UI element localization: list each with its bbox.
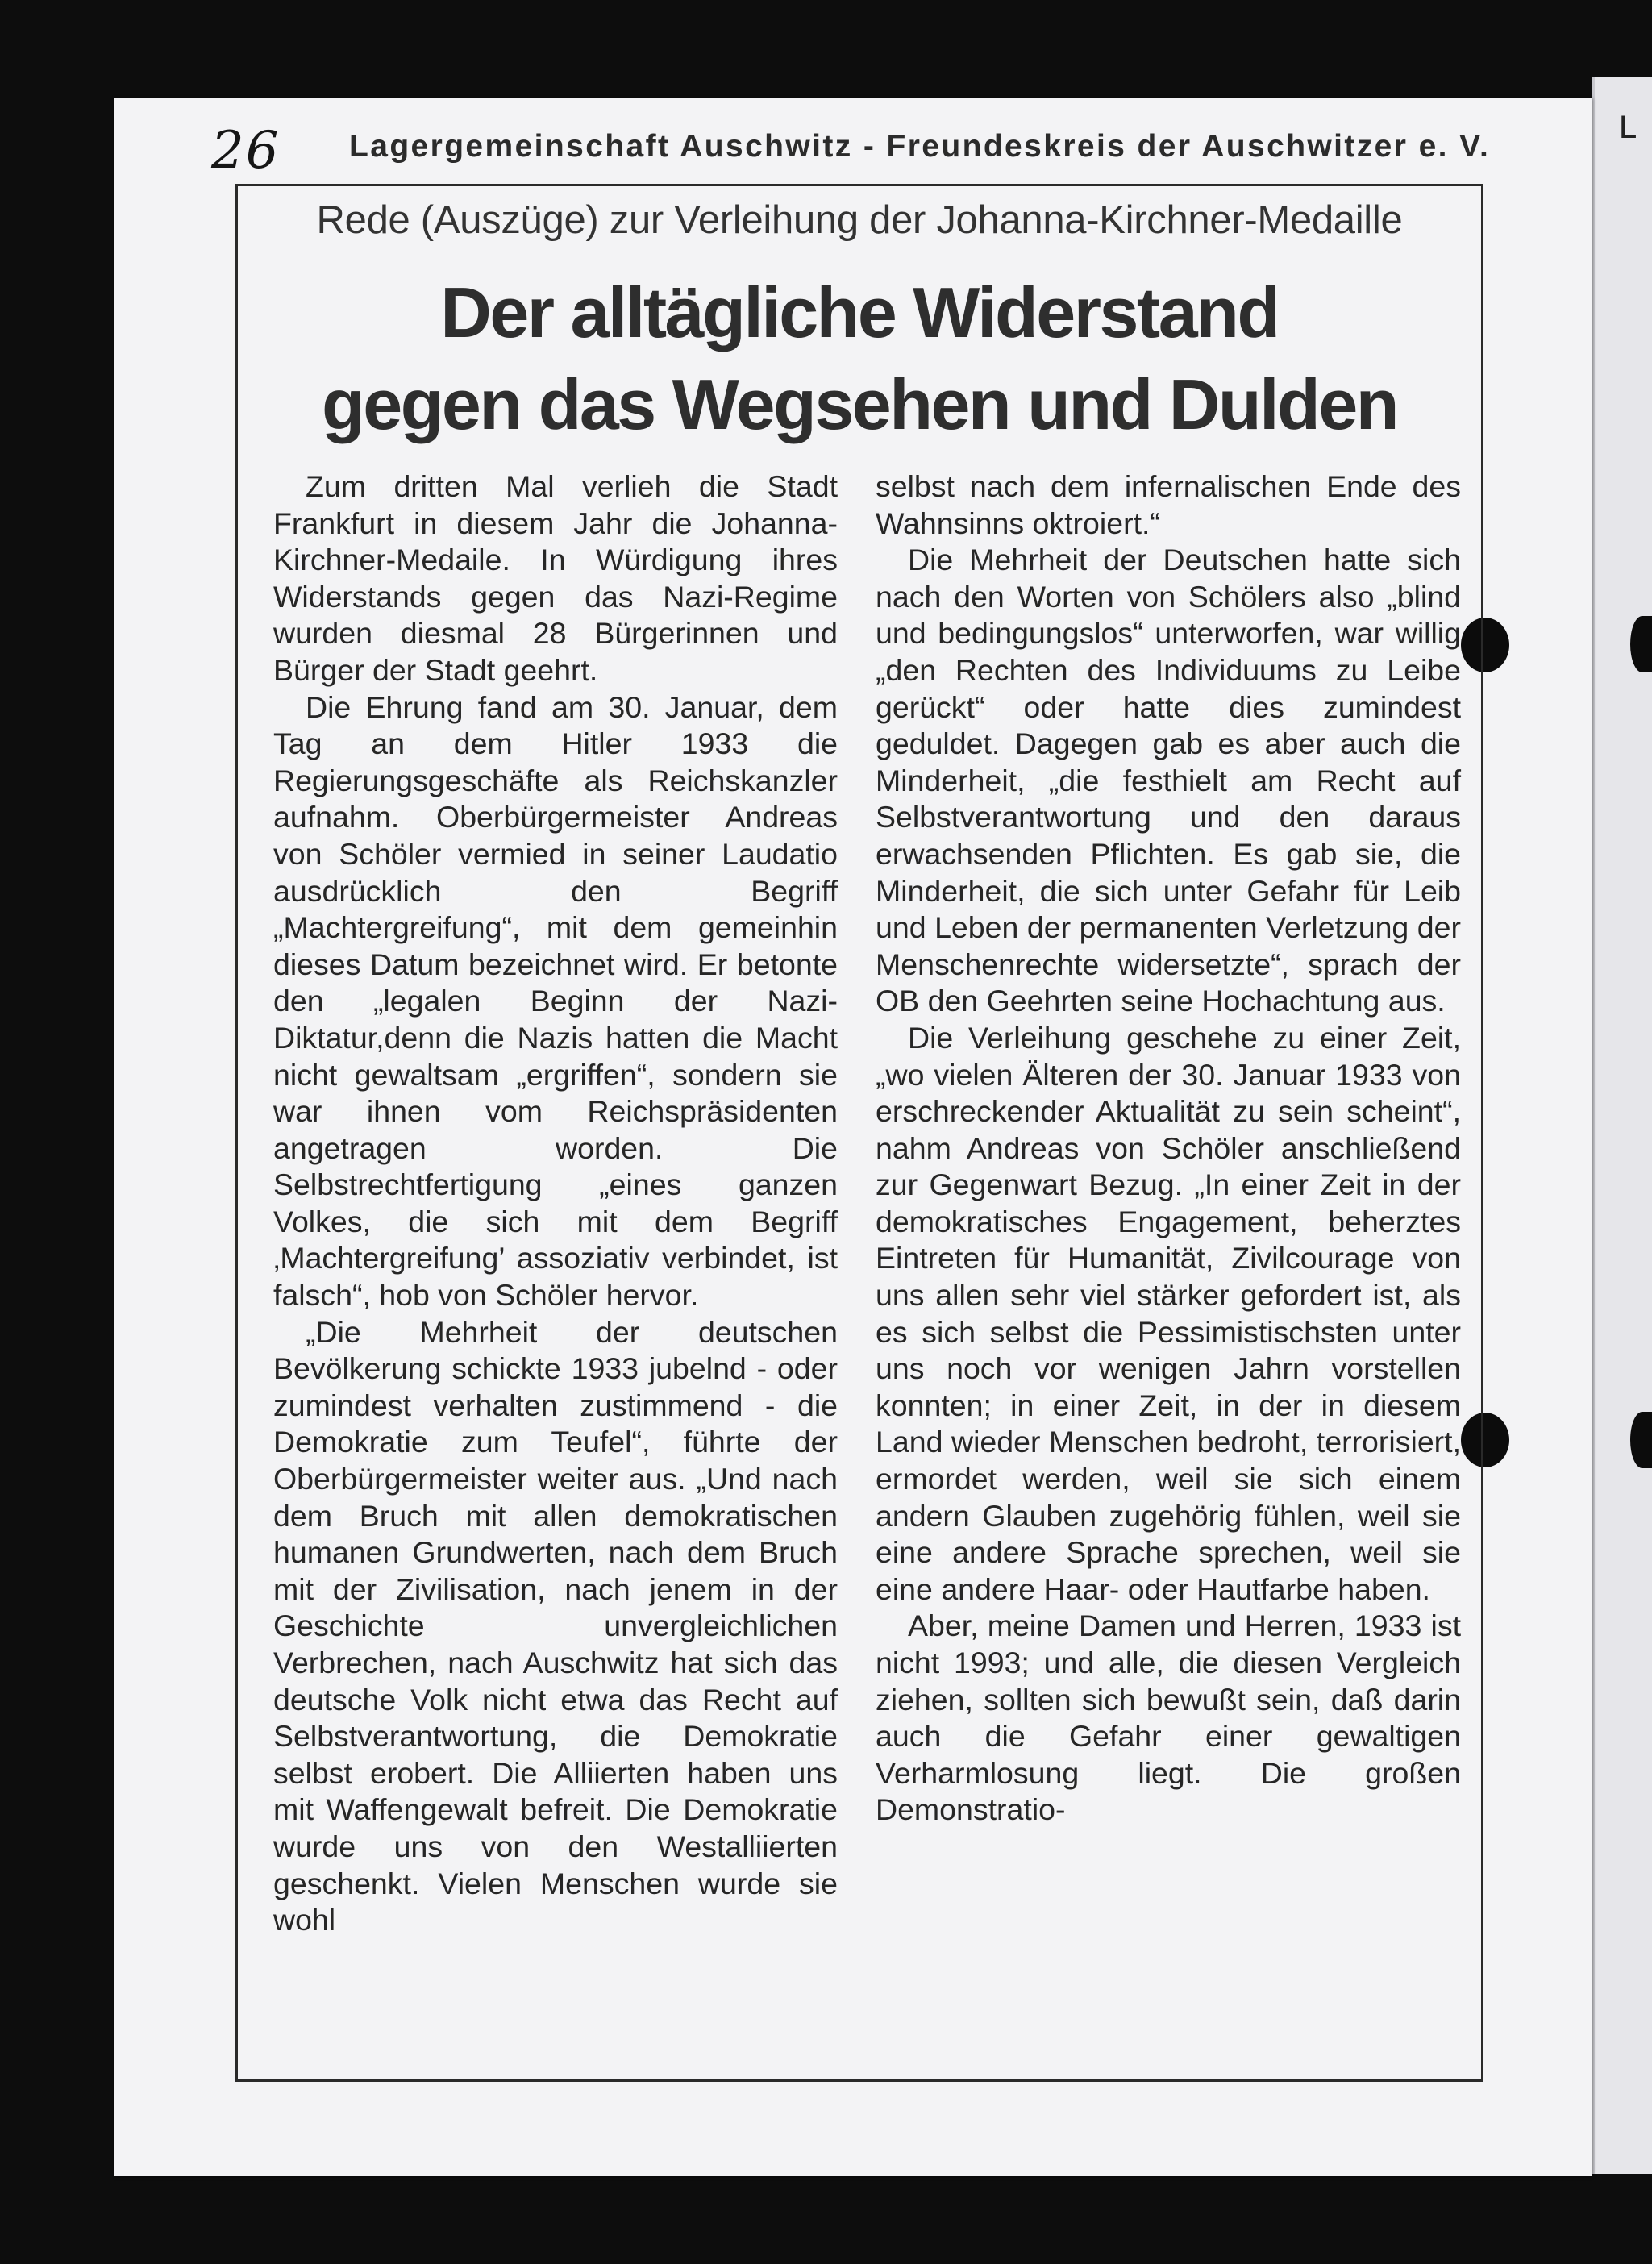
next-page-edge-text: L xyxy=(1619,110,1637,145)
article-headline xyxy=(238,267,1481,451)
punch-hole-icon xyxy=(1630,1412,1652,1468)
headline-line-1: Der alltägliche Widerstand xyxy=(440,273,1279,352)
article-frame xyxy=(235,184,1483,2082)
headline-line-2: gegen das Wegsehen und Dulden xyxy=(321,364,1398,444)
paragraph: Die Verleihung geschehe zu einer Zeit, „wo vielen Älteren der 30. Januar 1933 von erschreckender Aktualität zu sein scheint“, nahm Andreas von Schöler anschließend zur Gegenwart Bezug. „In einer Zeit in der demokratisches Engagement, beherztes Eintreten für Humanität, Zivilcourage von uns allen sehr viel stärker gefordert ist, als es sich selbst die Pessimistischsten unter uns noch vor wenigen Jahrn vorstellen konnten; in einer Zeit, in der in diesem Land wieder Menschen bedroht, terrorisiert, ermordet werden, weil sie sich einem andern Glauben zugehörig fühlen, weil sie eine andere Sprache sprechen, weil sie eine andere Haar- oder Hautfarbe haben. xyxy=(876,1020,1461,1606)
article-column-left xyxy=(273,468,838,1939)
page-number: 26 xyxy=(211,121,281,181)
paragraph: Zum dritten Mal verlieh die Stadt Frankfurt in diesem Jahr die Johanna-Kirchner-Medaile. In Würdigung ihres Widerstands gegen das Nazi-Regime wurden diesmal 28 Bürgerinnen und Bürger der Stadt geehrt. xyxy=(273,469,838,687)
running-head: Lagergemeinschaft Auschwitz - Freundeskreis der Auschwitzer e. V. xyxy=(349,129,1491,164)
article-column-right xyxy=(876,468,1461,1829)
paragraph: Die Ehrung fand am 30. Januar, dem Tag an dem Hitler 1933 die Regierungsgeschäfte als Reichskanzler aufnahm. Oberbürgermeister Andreas von Schöler vermied in seiner Laudatio ausdrücklich den Begriff „Machtergreifung“, mit dem gemeinhin dieses Datum bezeichnet wird. Er betonte den „legalen Beginn der Nazi-Diktatur,denn die Nazis hatten die Macht nicht gewaltsam „ergriffen“, sondern sie war ihnen vom Reichspräsidenten angetragen worden. Die Selbstrechtfertigung „eines ganzen Volkes, die sich mit dem Begriff ‚Machtergreifung’ assoziativ verbindet, ist falsch“, hob von Schöler hervor. xyxy=(273,689,838,1313)
paragraph: Die Mehrheit der Deutschen hatte sich nach den Worten von Schölers also „blind und bedingungslos“ unterworfen, war willig „den Rechten des Individuums zu Leibe gerückt“ oder hatte dies zumindest geduldet. Dagegen gab es aber auch die Minderheit, „die festhielt am Recht auf Selbstverantwortung und den daraus erwachsenden Pflichten. Es gab sie, die Minderheit, die sich unter Gefahr für Leib und Leben der permanenten Verletzung der Menschenrechte widersetzte“, sprach der OB den Geehrten seine Hochachtung aus. xyxy=(876,543,1461,1018)
next-page-edge xyxy=(1592,77,1652,2174)
paragraph: „Die Mehrheit der deutschen Bevölkerung schickte 1933 jubelnd - oder zumindest verhalten zustimmend - die Demokratie zum Teufel“, führte der Oberbürgermeister weiter aus. „Und nach dem Bruch mit allen demokratischen humanen Grundwerten, nach dem Bruch mit der Zivilisation, nach jenem in der Geschichte unvergleichlichen Verbrechen, nach Auschwitz hat sich das deutsche Volk nicht etwa das Recht auf Selbstverantwortung, die Demokratie selbst erobert. Die Alliierten haben uns mit Waffengewalt befreit. Die Demokratie wurde uns von den Westalliierten geschenkt. Vielen Menschen wurde sie wohl xyxy=(273,1314,838,1937)
punch-hole-icon xyxy=(1630,616,1652,672)
article-kicker: Rede (Auszüge) zur Verleihung der Johanna-Kirchner-Medaille xyxy=(316,198,1403,242)
paragraph: Aber, meine Damen und Herren, 1933 ist nicht 1993; und alle, die diesen Vergleich ziehen, sollten sich bewußt sein, daß darin auch die Gefahr einer gewaltigen Verharmlosung liegt. Die großen Demonstratio- xyxy=(876,1609,1461,1827)
paragraph: selbst nach dem infernalischen Ende des Wahnsinns oktroiert.“ xyxy=(876,469,1461,540)
